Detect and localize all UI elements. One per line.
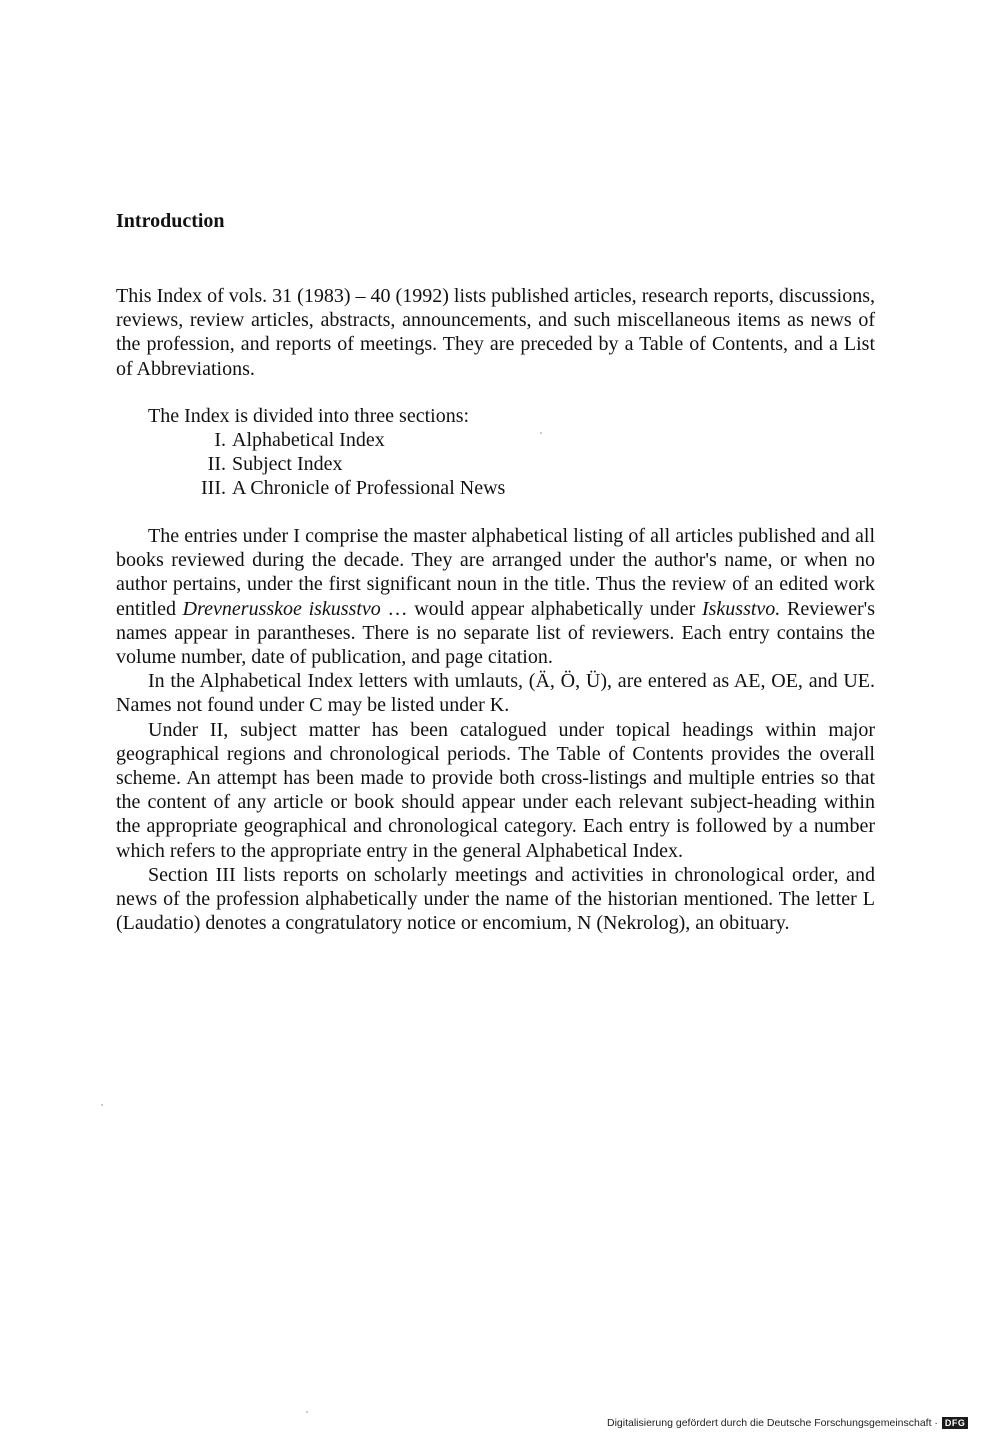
dfg-logo: DFG xyxy=(942,1417,969,1429)
intro-paragraph: This Index of vols. 31 (1983) – 40 (1992) lists published articles, research reports, discussions, reviews, review articles, abstracts, announcements, and such miscellaneous items as news of the profession, and reports of meetings. They are preceded by a Table of Contents, and a List of Abbreviations. xyxy=(116,285,875,380)
footer-text: Digitalisierung gefördert durch die Deutsche Forschungsgemeinschaft · xyxy=(607,1417,938,1429)
section-label: A Chronicle of Professional News xyxy=(232,477,506,499)
section-number: I. xyxy=(214,429,226,451)
chronicle-paragraph: Section III lists reports on scholarly meetings and activities in chronological order, and news of the profession alphabetically under the name of the historian mentioned. The letter L (Laudatio) denotes a congratulatory notice or encomium, N (Nekrolog), an obituary. xyxy=(116,863,875,935)
scan-speck xyxy=(306,1411,308,1413)
sections-list xyxy=(180,428,505,500)
section-item-chronicle xyxy=(180,476,505,500)
section-number: II. xyxy=(207,453,226,475)
scan-speck xyxy=(101,1104,103,1106)
scan-speck xyxy=(540,432,542,434)
subject-paragraph: Under II, subject matter has been catalogued under topical headings within major geographical regions and chronological periods. The Table of Contents provides the overall scheme. An attempt has been made to provide both cross-listings and multiple entries so that the content of any article or book should appear under each relevant subject-heading within the appropriate geographical and chronological category. Each entry is followed by a number which refers to the appropriate entry in the general Alphabetical Index. xyxy=(116,718,875,862)
section-label: Alphabetical Index xyxy=(232,429,385,451)
umlaut-paragraph: In the Alphabetical Index letters with umlauts, (Ä, Ö, Ü), are entered as AE, OE, and UE. Names not found under C may be listed under K. xyxy=(116,670,875,717)
section-label: Subject Index xyxy=(232,453,343,475)
section-item-subject xyxy=(180,452,505,476)
italic-term: Iskusstvo. xyxy=(701,597,781,620)
section-number: III. xyxy=(201,477,226,499)
italic-title: Drevnerusskoe iskusstvo xyxy=(182,597,381,620)
entries-paragraph: The entries under I comprise the master alphabetical listing of all articles published and all books reviewed during the decade. They are arranged under the author's name, or when no author pertains, under the first significant noun in the title. Thus the review of an edited work entitled Drevnerusskoe iskusstvo … would appear alphabetically under Iskusstvo. Reviewer's names appear in parantheses. There is no separate list of reviewers. Each entry contains the volume number, date of publication, and page citation. xyxy=(116,525,876,669)
index-intro-line: The Index is divided into three sections: xyxy=(148,405,470,427)
digitization-footer xyxy=(607,1417,968,1429)
body-text xyxy=(116,524,875,935)
section-item-alphabetical xyxy=(180,428,505,452)
page-title: Introduction xyxy=(116,210,225,232)
